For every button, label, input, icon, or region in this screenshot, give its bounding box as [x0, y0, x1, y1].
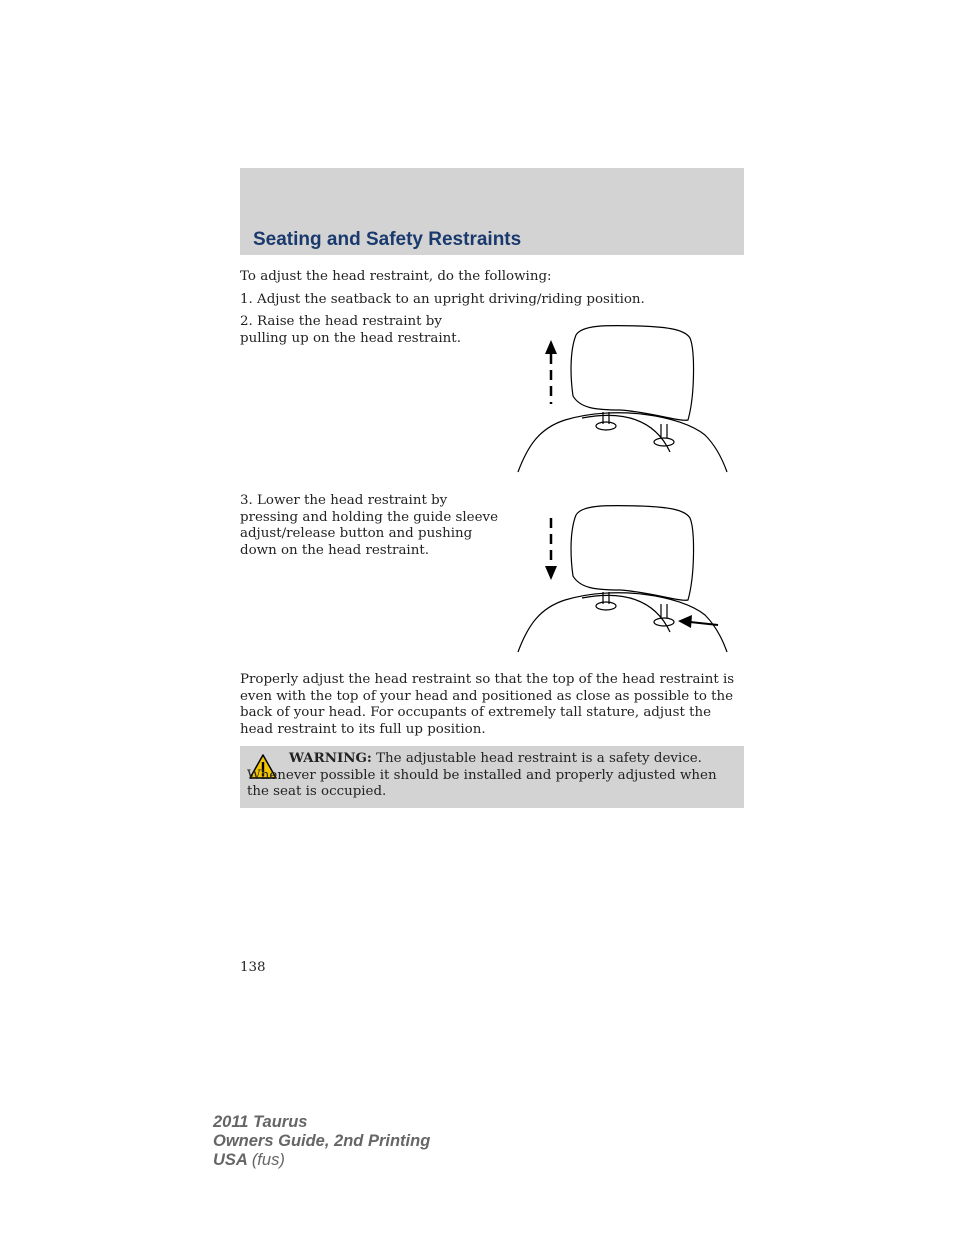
warning-box: [240, 746, 744, 808]
footer-country: USA: [213, 1151, 252, 1169]
raise-head-restraint-illustration: [510, 320, 740, 480]
up-arrow-icon: [545, 340, 557, 404]
warning-text: [247, 750, 737, 801]
page-number: 138: [240, 960, 266, 975]
release-button-arrow-icon: [678, 615, 718, 628]
adjustment-paragraph: Properly adjust the head restraint so that the top of the head restraint is even with the top of your head and positioned as close as possible to the back of your head. For occupants of extremely tall stature, adjust the head restraint to its full up position.: [240, 672, 735, 737]
step-1-text: 1. Adjust the seatback to an upright driving/riding position.: [240, 292, 645, 307]
footer-guide: Owners Guide, 2nd Printing: [213, 1132, 431, 1150]
down-arrow-icon: [545, 518, 557, 580]
footer-code: (fus): [251, 1151, 285, 1169]
warning-body: The adjustable head restraint is a safety device. Whenever possible it should be installed and properly adjusted when the seat is occupied.: [247, 751, 717, 799]
document-footer: [213, 1113, 430, 1170]
section-header: [240, 168, 744, 255]
warning-label: WARNING:: [289, 750, 372, 766]
step-2-text: 2. Raise the head restraint by pulling up on the head restraint.: [240, 314, 461, 346]
footer-region: [213, 1151, 430, 1170]
intro-text: To adjust the head restraint, do the following:: [240, 269, 552, 284]
section-title: Seating and Safety Restraints: [253, 229, 522, 250]
step-3-text: 3. Lower the head restraint by pressing and holding the guide sleeve adjust/release button and pushing down on the head restraint.: [240, 493, 498, 558]
lower-head-restraint-illustration: [510, 500, 740, 660]
footer-model: 2011 Taurus: [213, 1113, 308, 1131]
headrest-icon: [518, 506, 727, 652]
